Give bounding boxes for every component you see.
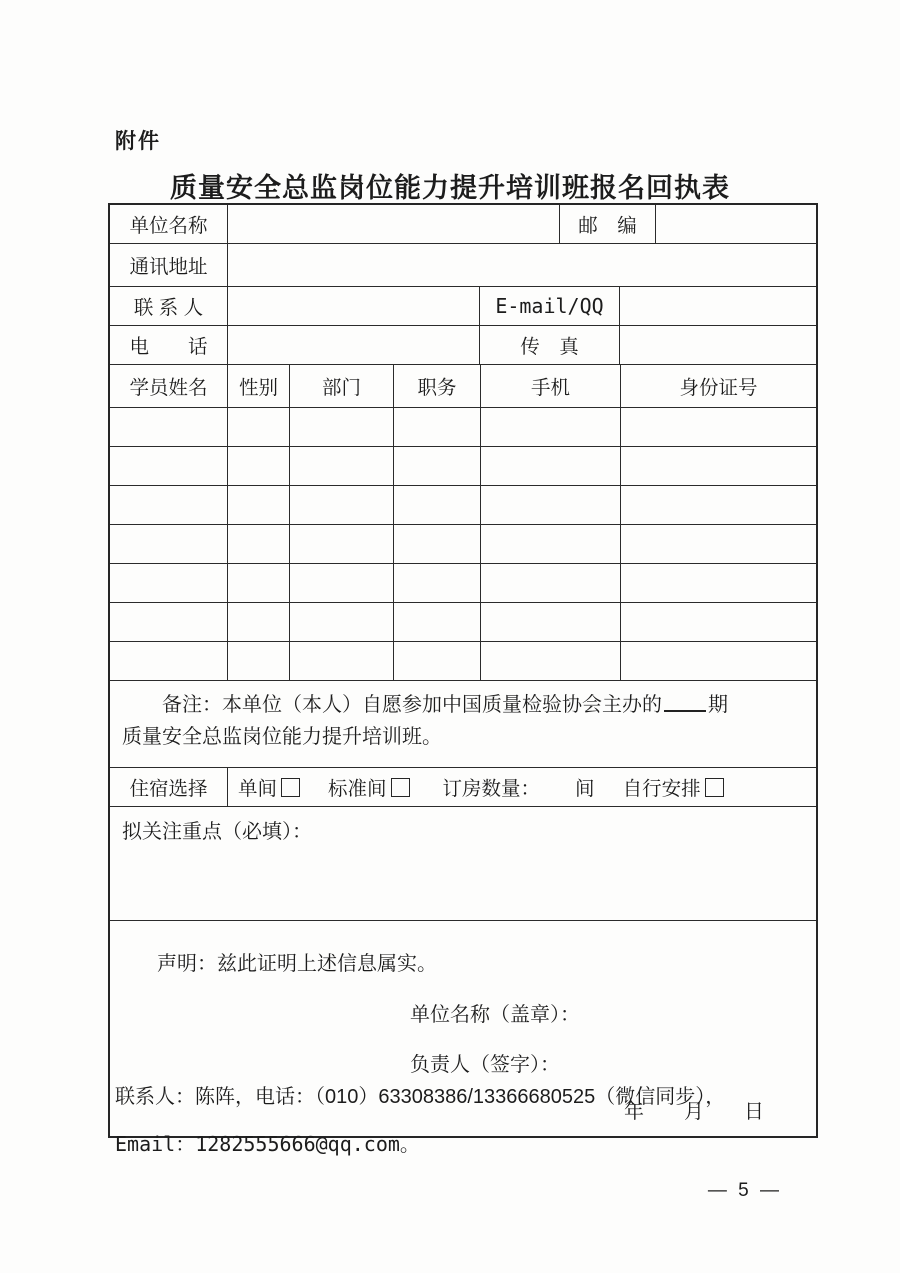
roster-cell [394,486,481,524]
registration-form-table [108,203,818,1138]
roster-header-duty: 职务 [394,365,481,407]
roster-cell [110,603,228,641]
contact-person-label: 联 系 人 [110,287,228,325]
footer-email-line: Email：1282555666@qq.com。 [115,1132,420,1156]
date-line: 年 月 日 [624,1101,764,1123]
page-number: — 5 — [707,1180,782,1201]
roster-cell [621,486,816,524]
roster-cell [481,642,621,680]
remark-line1-text: 备注：本单位（本人）自愿参加中国质量检验协会主办的 [162,694,662,716]
roster-cell [621,525,816,563]
row-address [110,244,816,287]
contact-person-value-cell [228,287,480,325]
roster-cell [110,486,228,524]
standard-room-checkbox [391,778,410,797]
roster-empty-row [110,486,816,525]
roster-cell [481,603,621,641]
remark-line2: 质量安全总监岗位能力提升培训班。 [122,726,442,748]
roster-cell [228,408,290,446]
roster-empty-row [110,603,816,642]
roster-cell [290,603,394,641]
roster-cell [394,525,481,563]
roster-cell [481,564,621,602]
roster-cell [290,408,394,446]
email-qq-value-cell [620,287,816,325]
email-qq-label: E-mail/QQ [480,287,620,325]
roster-empty-row [110,447,816,486]
roster-cell [110,525,228,563]
lodging-label: 住宿选择 [110,768,228,806]
roster-cell [110,564,228,602]
roster-header-id: 身份证号 [679,377,758,399]
roster-cell [228,525,290,563]
roster-cell [481,525,621,563]
attachment-label: 附件 [115,130,161,153]
lodging-row [110,768,816,807]
signer-label: 负责人（签字）： [410,1054,560,1076]
row-contact [110,287,816,326]
roster-cell [228,447,290,485]
roster-cell [394,603,481,641]
unit-seal-label: 单位名称（盖章）： [410,1004,580,1026]
roster-empty-row [110,642,816,681]
roster-cell [228,486,290,524]
postal-code-label: 邮 编 [560,205,656,243]
remark-line1-suffix: 期 [708,694,728,716]
roster-cell [621,642,816,680]
standard-room-label: 标准间 [328,778,387,800]
roster-cell [481,447,621,485]
room-quantity-unit: 间 [575,778,595,800]
row-phone [110,326,816,365]
phone-label: 电 话 [110,326,228,364]
footer-contact-line: 联系人：陈阵，电话：（010）63308386/13366680525（微信同步）， [115,1086,726,1108]
roster-cell [110,447,228,485]
roster-cell [290,486,394,524]
roster-cell [394,642,481,680]
lodging-option-self [623,773,724,801]
form-title: 质量安全总监岗位能力提升培训班报名回执表 [170,173,730,203]
roster-cell [290,447,394,485]
address-label: 通讯地址 [110,244,228,286]
roster-header-sex: 性别 [228,365,290,407]
roster-cell [481,408,621,446]
roster-cell [228,642,290,680]
roster-cell [228,564,290,602]
roster-cell [394,564,481,602]
roster-empty-row [110,525,816,564]
row-unit-name [110,205,816,244]
address-value-cell [228,244,816,286]
postal-code-value-cell [656,205,816,243]
focus-cell [110,807,816,920]
roster-cell [621,564,816,602]
roster-cell [290,564,394,602]
roster-empty-row [110,564,816,603]
roster-cell [481,486,621,524]
lodging-option-single [238,773,300,801]
fax-label: 传 真 [480,326,620,364]
focus-row [110,807,816,921]
phone-value-cell [228,326,480,364]
remark-row [110,681,816,768]
roster-empty-row [110,408,816,447]
room-quantity-label: 订房数量： [442,778,541,800]
roster-cell [110,642,228,680]
self-arrange-checkbox [705,778,724,797]
roster-cell [394,408,481,446]
lodging-options-cell [228,768,816,806]
unit-name-value-cell [228,205,560,243]
single-room-label: 单间 [238,778,278,800]
roster-cell [621,603,816,641]
roster-cell [228,603,290,641]
roster-cell [394,447,481,485]
roster-header-name: 学员姓名 [110,365,228,407]
session-blank-line [664,692,706,712]
roster-cell [110,408,228,446]
roster-header-row [110,365,816,408]
fax-value-cell [620,326,816,364]
lodging-option-standard [328,773,410,801]
roster-header-dept: 部门 [290,365,394,407]
single-room-checkbox [281,778,300,797]
footer-contact-info [115,1082,815,1159]
remark-line1 [122,689,804,721]
focus-label: 拟关注重点（必填）： [122,821,312,843]
roster-cell [621,408,816,446]
roster-header-mobile: 手机 [481,365,621,407]
roster-cell [290,525,394,563]
unit-name-label: 单位名称 [110,205,228,243]
remark-cell [110,681,816,767]
self-arrange-label: 自行安排 [622,778,701,800]
declaration-statement: 声明：兹此证明上述信息属实。 [157,953,437,975]
roster-cell [621,447,816,485]
roster-cell [290,642,394,680]
